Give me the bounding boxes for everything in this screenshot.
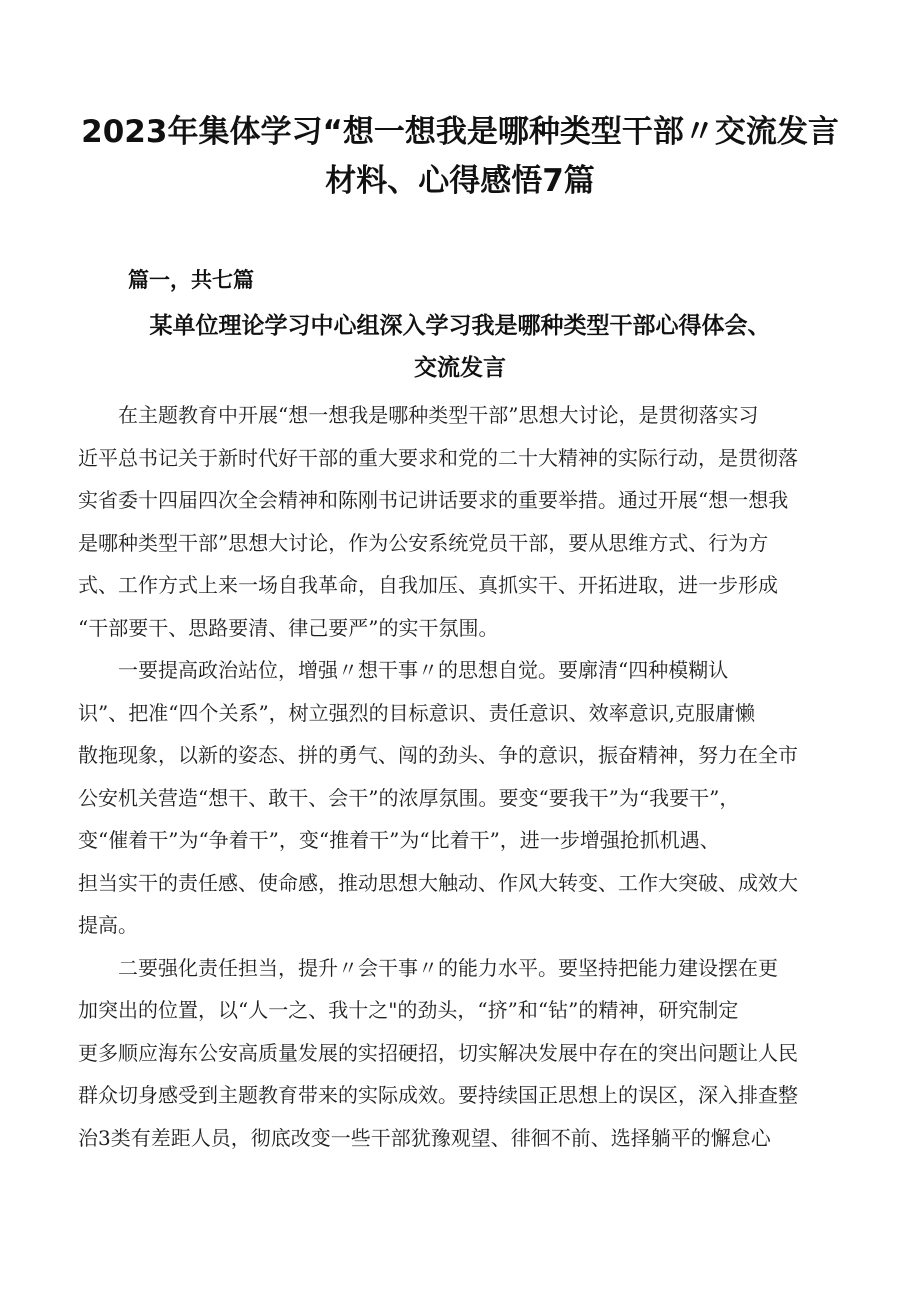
article-subtitle-line-1: 某单位理论学习中心组深入学习我是哪种类型干部心得体会、 [149,313,771,339]
article-subtitle-line-2: 交流发言 [414,355,506,381]
paragraph-line: 更多顺应海东公安高质量发展的实招硬招，切实解决发展中存在的突出问题让人民 [78,1040,798,1065]
paragraph-line: 提高。 [78,913,138,937]
paragraph-line: 是哪种类型干部”思想大讨论，作为公安系统党员干部，要从思维方式、行为方 [78,530,769,555]
paragraph-line: 在主题教育中开展“想一想我是哪种类型干部”思想大讨论，是贯彻落实习 [118,403,759,427]
paragraph-line: 群众切身感受到主题教育带来的实际成效。要持续国正思想上的误区，深入排查整 [78,1083,798,1107]
paragraph-line: 散拖现象，以新的姿态、拼的勇气、闯的劲头、争的意识，振奋精神，努力在全市 [78,743,798,767]
document-title-line-1: 2023年集体学习“想一想我是哪种类型干部〃交流发言 [81,114,839,150]
paragraph-3 [78,947,858,1160]
paragraph-line: 加突出的位置，以“人一之、我十之"的劲头，“挤”和“钻”的精神，研究制定 [78,998,739,1022]
paragraph-line: 变“催着干”为“争着干”，变“推着干”为“比着干”，进一步增强抢抓机遇、 [78,828,720,852]
paragraph-line: 二要强化责任担当，提升〃会干事〃的能力水平。要坚持把能力建设摆在更 [118,955,778,980]
paragraph-line: 近平总书记关于新时代好干部的重大要求和党的二十大精神的实际行动，是贯彻落 [78,445,798,470]
paragraph-line: 治3类有差距人员，彻底改变一些干部犹豫观望、徘徊不前、选择躺平的懈怠心 [78,1125,771,1150]
paragraph-line: “干部要干、思路要清、律己要严”的实干氛围。 [78,615,499,640]
paragraph-line: 实省委十四届四次全会精神和陈刚书记讲话要求的重要举措。通过开展“想一想我 [78,488,789,512]
document-title-line-2: 材料、心得感悟7篇 [325,163,595,199]
paragraph-2 [78,649,858,947]
paragraph-1 [78,394,858,649]
paragraph-line: 公安机关营造“想干、敢干、会干”的浓厚氛围。要变“要我干”为“我要干”， [78,785,740,810]
article-body [78,394,858,1159]
paragraph-line: 担当实干的责任感、使命感，推动思想大触动、作风大转变、工作大突破、成效大 [78,870,798,895]
section-label: 篇一，共七篇 [128,268,254,292]
paragraph-line: 识”、把准“四个关系”，树立强烈的目标意识、责任意识、效率意识,克服庸懒 [78,700,756,725]
paragraph-line: 式、工作方式上来一场自我革命，自我加压、真抓实干、开拓进取，进一步形成 [78,573,778,597]
paragraph-line: 一要提高政治站位，增强〃想干事〃的思想自觉。要廓清“四种模糊认 [118,658,729,682]
